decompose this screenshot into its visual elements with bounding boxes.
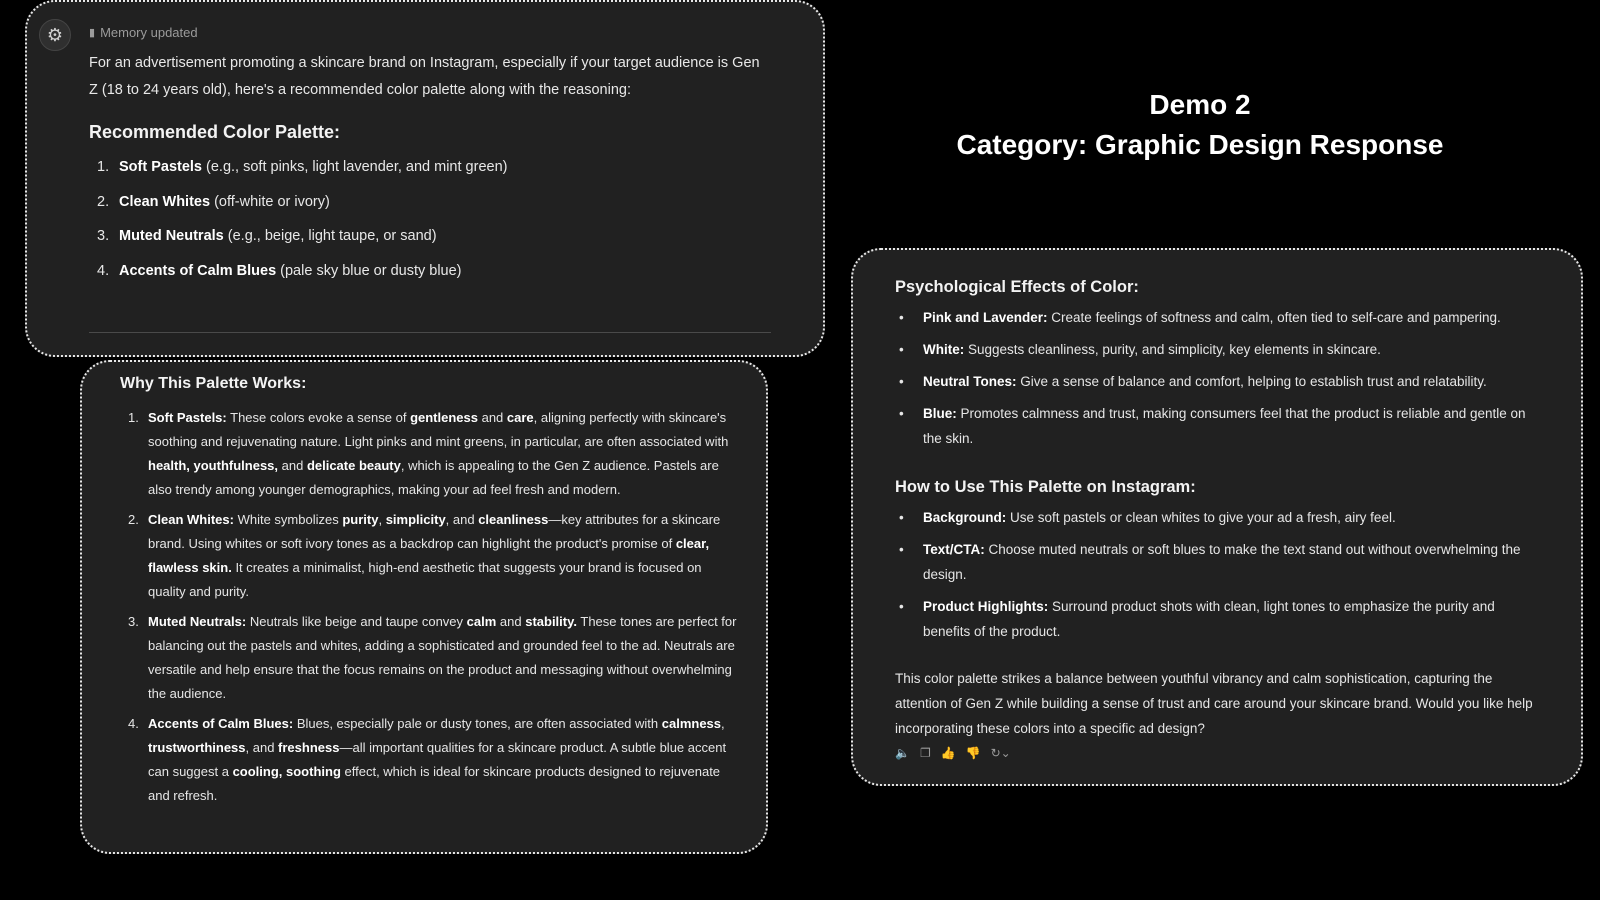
list-item-bold: Muted Neutrals bbox=[119, 228, 224, 244]
list-item-bold: Blue: bbox=[923, 406, 957, 421]
list-item-bold: Neutral Tones: bbox=[923, 374, 1017, 389]
text-bold: simplicity bbox=[385, 512, 446, 527]
why-list-item bbox=[120, 610, 740, 706]
memory-icon: ▮ bbox=[89, 27, 96, 39]
text-segment: , which is appealing to the Gen Z audience. Pastels are also trendy among younger demographics, making your ad feel fresh and modern. bbox=[148, 458, 719, 497]
list-item-text bbox=[119, 159, 507, 194]
effects-list-item bbox=[895, 305, 1535, 330]
effects-heading: Psychological Effects of Color: bbox=[895, 278, 1139, 296]
howto-list bbox=[895, 505, 1535, 651]
bullet: • bbox=[899, 542, 904, 557]
memory-updated-indicator[interactable] bbox=[89, 25, 198, 40]
list-item-rest: Give a sense of balance and comfort, helping to establish trust and relatability. bbox=[1016, 374, 1487, 389]
bullet: • bbox=[899, 310, 904, 325]
text-segment: and bbox=[477, 410, 507, 425]
list-item-rest: (e.g., beige, light taupe, or sand) bbox=[223, 228, 437, 244]
list-number: 4. bbox=[97, 262, 110, 279]
list-item-text bbox=[148, 712, 740, 808]
list-item-text bbox=[119, 228, 437, 263]
text-segment: These tones are perfect for balancing out the pastels and whites, adding a sophisticated and grounded feel to the ad. Neutrals are versatile and help ensure that the focus remains on the product and messaging without overwhelming the audience. bbox=[148, 614, 737, 701]
text-segment: , bbox=[721, 716, 725, 731]
text-segment: It creates a minimalist, high-end aesthetic that suggests your brand is focused on quality and purity. bbox=[148, 560, 702, 599]
howto-list-item bbox=[895, 505, 1535, 530]
bullet: • bbox=[899, 406, 904, 421]
list-item-text bbox=[923, 594, 1535, 644]
openai-logo-icon: ⚙ bbox=[39, 19, 71, 51]
text-segment: Blues, especially pale or dusty tones, are often associated with bbox=[293, 716, 662, 731]
list-item-bold: Soft Pastels bbox=[119, 159, 202, 175]
palette-list-item bbox=[89, 159, 507, 194]
list-item-text bbox=[148, 610, 740, 706]
list-item-text bbox=[923, 305, 1501, 330]
list-item-text bbox=[148, 406, 740, 502]
text-bold: Clean Whites: bbox=[148, 512, 234, 527]
list-item-rest: Create feelings of softness and calm, often tied to self-care and pampering. bbox=[1047, 310, 1501, 325]
list-item-bold: Text/CTA: bbox=[923, 542, 985, 557]
list-item-bold: Accents of Calm Blues bbox=[119, 262, 277, 279]
text-segment: White symbolizes bbox=[233, 512, 343, 527]
thumbs-up-icon[interactable]: 👍 bbox=[940, 746, 956, 760]
memory-updated-label: Memory updated bbox=[100, 25, 198, 40]
text-bold: cleanliness bbox=[478, 512, 549, 527]
list-number: 4. bbox=[128, 716, 139, 731]
demo-title: Demo 2 bbox=[1149, 89, 1251, 120]
list-item-rest: Choose muted neutrals or soft blues to make the text stand out without overwhelming the design. bbox=[923, 542, 1521, 582]
text-bold: delicate beauty bbox=[306, 458, 401, 473]
text-segment: , and bbox=[445, 512, 479, 527]
text-bold: calm bbox=[466, 614, 497, 629]
effects-response-panel bbox=[851, 248, 1583, 786]
text-bold: clear, flawless skin. bbox=[148, 536, 710, 575]
text-bold: Soft Pastels: bbox=[148, 410, 227, 425]
palette-list-item bbox=[89, 194, 507, 229]
message-actions bbox=[895, 746, 1011, 760]
list-item-text bbox=[119, 263, 462, 298]
list-item-rest: (pale sky blue or dusty blue) bbox=[276, 262, 462, 279]
text-segment: Neutrals like beige and taupe convey bbox=[246, 614, 467, 629]
why-list-item bbox=[120, 406, 740, 502]
list-item-rest: Suggests cleanliness, purity, and simplicity, key elements in skincare. bbox=[964, 342, 1381, 357]
list-item-text bbox=[923, 401, 1535, 451]
list-item-text bbox=[923, 537, 1535, 587]
text-bold: care bbox=[506, 410, 534, 425]
list-item-rest: Surround product shots with clean, light tones to emphasize the purity and benefits of the product. bbox=[923, 599, 1495, 639]
effects-list-item bbox=[895, 337, 1535, 362]
text-segment: effect, which is ideal for skincare products designed to rejuvenate and refresh. bbox=[148, 764, 721, 803]
why-list-item bbox=[120, 712, 740, 808]
closing-paragraph: This color palette strikes a balance between youthful vibrancy and calm sophistication, capturing the attention of Gen Z while building a sense of trust and care around your skincare brand. Would you like help incorporating these colors into a specific ad design? bbox=[895, 671, 1533, 736]
text-bold: trustworthiness bbox=[148, 740, 246, 755]
text-bold: cooling, soothing bbox=[232, 764, 341, 779]
read-aloud-icon[interactable]: 🔈 bbox=[895, 746, 910, 760]
why-list-item bbox=[120, 508, 740, 604]
divider bbox=[89, 332, 771, 333]
palette-response-panel bbox=[25, 0, 825, 357]
effects-list bbox=[895, 305, 1535, 458]
list-item-bold: Background: bbox=[923, 510, 1007, 525]
text-bold: Muted Neutrals: bbox=[148, 614, 247, 629]
list-item-bold: Pink and Lavender: bbox=[923, 310, 1048, 325]
list-item-text bbox=[923, 505, 1396, 530]
list-item-rest: Promotes calmness and trust, making consumers feel that the product is reliable and gentle on the skin. bbox=[923, 406, 1526, 446]
text-bold: Accents of Calm Blues: bbox=[148, 716, 294, 731]
palette-list-item bbox=[89, 263, 507, 298]
bullet: • bbox=[899, 374, 904, 389]
list-number: 2. bbox=[97, 193, 110, 210]
list-item-bold: Product Highlights: bbox=[923, 599, 1049, 614]
list-number: 1. bbox=[97, 159, 110, 175]
list-number: 1. bbox=[128, 410, 139, 425]
intro-paragraph: For an advertisement promoting a skincare brand on Instagram, especially if your target audience is Gen Z (18 to 24 years old), here's a recommended color palette along with the reasoning: bbox=[89, 55, 760, 98]
howto-heading: How to Use This Palette on Instagram: bbox=[895, 478, 1196, 496]
palette-list-item bbox=[89, 228, 507, 263]
bullet: • bbox=[899, 599, 904, 614]
text-segment: , aligning perfectly with skincare's soothing and rejuvenating nature. Light pinks and mint greens, in particular, are often associated with bbox=[148, 410, 729, 449]
why-list bbox=[120, 406, 740, 814]
text-segment: , and bbox=[245, 740, 279, 755]
effects-list-item bbox=[895, 369, 1535, 394]
why-palette-panel bbox=[80, 360, 768, 854]
list-item-text bbox=[148, 508, 740, 604]
text-bold: purity bbox=[342, 512, 379, 527]
text-segment: These colors evoke a sense of bbox=[226, 410, 411, 425]
regenerate-icon[interactable]: ↻⌄ bbox=[990, 746, 1011, 760]
list-item-bold: Clean Whites bbox=[119, 193, 211, 210]
copy-icon[interactable]: ❐ bbox=[919, 746, 931, 760]
text-segment: and bbox=[496, 614, 526, 629]
text-segment: and bbox=[278, 458, 307, 473]
text-bold: freshness bbox=[278, 740, 340, 755]
list-item-text bbox=[923, 337, 1381, 362]
demo-category: Category: Graphic Design Response bbox=[956, 129, 1444, 160]
bullet: • bbox=[899, 510, 904, 525]
text-segment: —key attributes for a skincare brand. Using whites or soft ivory tones as a backdrop can highlight the product's promise of bbox=[148, 512, 721, 551]
text-bold: gentleness bbox=[410, 410, 478, 425]
howto-list-item bbox=[895, 594, 1535, 644]
effects-list-item bbox=[895, 401, 1535, 451]
howto-list-item bbox=[895, 537, 1535, 587]
text-bold: stability. bbox=[525, 614, 577, 629]
list-item-rest: (off-white or ivory) bbox=[210, 193, 330, 210]
palette-list bbox=[89, 159, 507, 297]
list-number: 3. bbox=[128, 614, 139, 629]
bullet: • bbox=[899, 342, 904, 357]
palette-heading: Recommended Color Palette: bbox=[89, 122, 341, 142]
list-item-text bbox=[119, 194, 330, 229]
list-number: 2. bbox=[128, 512, 139, 527]
list-item-text bbox=[923, 369, 1487, 394]
demo-heading bbox=[900, 85, 1500, 165]
list-item-rest: (e.g., soft pinks, light lavender, and mint green) bbox=[202, 159, 508, 175]
list-number: 3. bbox=[97, 228, 110, 244]
text-bold: calmness bbox=[661, 716, 722, 731]
thumbs-down-icon[interactable]: 👎 bbox=[965, 746, 981, 760]
list-item-bold: White: bbox=[923, 342, 965, 357]
why-heading: Why This Palette Works: bbox=[120, 375, 307, 392]
text-segment: —all important qualities for a skincare product. A subtle blue accent can suggest a bbox=[148, 740, 727, 779]
list-item-rest: Use soft pastels or clean whites to give your ad a fresh, airy feel. bbox=[1006, 510, 1396, 525]
text-segment: , bbox=[378, 512, 386, 527]
text-bold: health, youthfulness, bbox=[148, 458, 279, 473]
